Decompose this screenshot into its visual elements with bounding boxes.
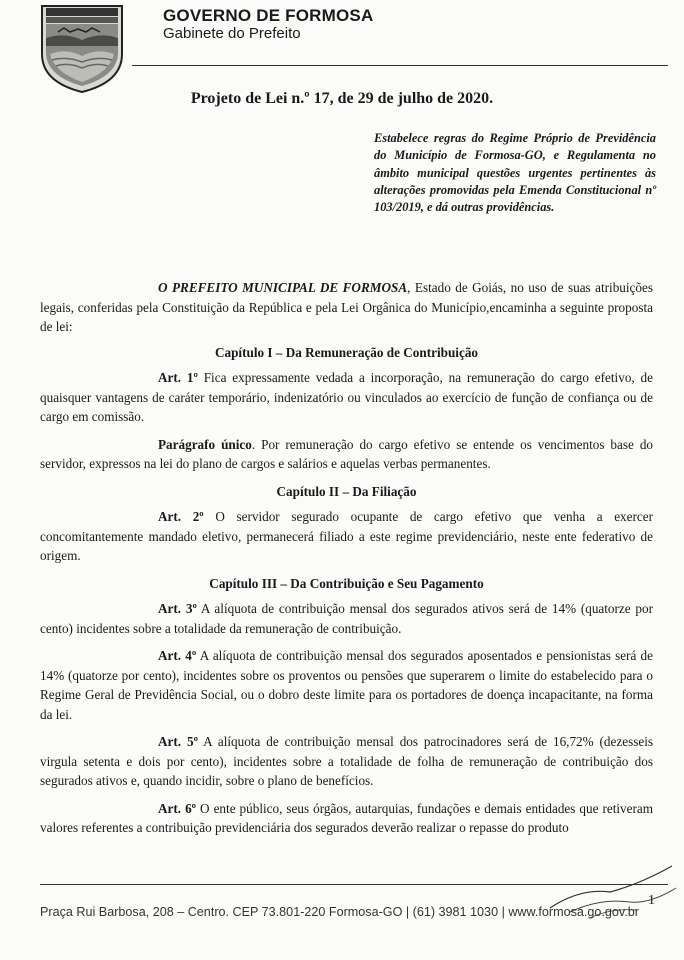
footer-divider [40, 884, 668, 885]
article-2-text: O servidor segurado ocupante de cargo efetivo que venha a exercer concomitantemente mandado eletivo, permanecerá filiado a este regime previdenciário, neste ente federativo de origem. [40, 509, 653, 563]
article-3 [40, 599, 653, 638]
preamble [40, 278, 653, 337]
preamble-text: , Estado de Goiás, no uso de suas atribuições legais, conferidas pela Constituição da República e pela Lei Orgânica do Município,encaminha a seguinte proposta de lei: [40, 280, 653, 334]
ementa: Estabelece regras do Regime Próprio de Previdência do Município de Formosa-GO, e Regulamenta no âmbito municipal questões urgentes pertinentes às alterações promovidas pela Emenda Constitucional nº 103/2019, e dá outras providências. [374, 131, 656, 215]
article-4-label: Art. 4º [158, 648, 197, 663]
municipal-crest-icon [36, 2, 128, 94]
article-4 [40, 646, 653, 724]
header-divider [132, 65, 668, 66]
chapter-1-heading: Capítulo I – Da Remuneração de Contribuição [214, 344, 479, 360]
article-5-label: Art. 5º [158, 734, 198, 749]
article-6 [40, 799, 653, 838]
government-title: GOVERNO DE FORMOSA [163, 6, 374, 25]
article-1 [40, 368, 653, 427]
document-body [40, 278, 653, 838]
office-subtitle: Gabinete do Prefeito [163, 25, 301, 42]
article-5-text: A alíquota de contribuição mensal dos patrocinadores será de 16,72% (dezesseis virgula setenta e dois por cento), incidentes sobre a totalidade de folha de remuneração de contribuição dos segurados ativos e, quando incidir, sobre o plano de benefícios. [40, 734, 654, 788]
article-5 [40, 732, 653, 791]
article-3-text: A alíquota de contribuição mensal dos segurados ativos será de 14% (quatorze por cento) incidentes sobre a totalidade da remuneração de contribuição. [40, 601, 653, 636]
footer-address: Praça Rui Barbosa, 208 – Centro. CEP 73.801-220 Formosa-GO | (61) 3981 1030 | www.formosa.go.gov.br [40, 905, 639, 919]
chapter-2-heading: Capítulo II – Da Filiação [276, 483, 417, 499]
article-3-label: Art. 3º [158, 601, 197, 616]
paragrafo-unico-text: . Por remuneração do cargo efetivo se entende os vencimentos base do servidor, expressos na lei do plano de cargos e salários e aquelas verbas permanentes. [40, 436, 654, 471]
article-6-text: O ente público, seus órgãos, autarquias, fundações e demais entidades que retiveram valores referentes a contribuição previdenciária dos segurados deverão realizar o repasse do produto [40, 800, 653, 835]
page-number: 1 [648, 893, 655, 908]
law-title: Projeto de Lei n.º 17, de 29 de julho de 2020. [190, 90, 494, 107]
paragrafo-unico-label: Parágrafo único [158, 436, 252, 452]
chapter-3-heading: Capítulo III – Da Contribuição e Seu Pagamento [209, 575, 484, 591]
preamble-lead: O PREFEITO MUNICIPAL DE FORMOSA [158, 280, 408, 295]
article-2 [40, 507, 653, 566]
article-4-text: A alíquota de contribuição mensal dos segurados aposentados e pensionistas será de 14% (quatorze por cento), incidentes sobre os proventos ou pensões que superarem o limite do estabelecido para o Regime Geral de Previdência Social, ou o dobro deste limite para os portadores de doença incapacitante, na forma da lei. [40, 648, 653, 722]
article-6-label: Art. 6º [158, 800, 197, 816]
article-1-label: Art. 1º [158, 370, 198, 385]
paragrafo-unico [40, 435, 653, 474]
article-1-text: Fica expressamente vedada a incorporação, na remuneração do cargo efetivo, de quaisquer vantagens de caráter temporário, indenizatório ou vinculados ao exercício de função de confiança ou de cargo em comissão. [40, 370, 654, 424]
article-2-label: Art. 2º [158, 509, 204, 524]
